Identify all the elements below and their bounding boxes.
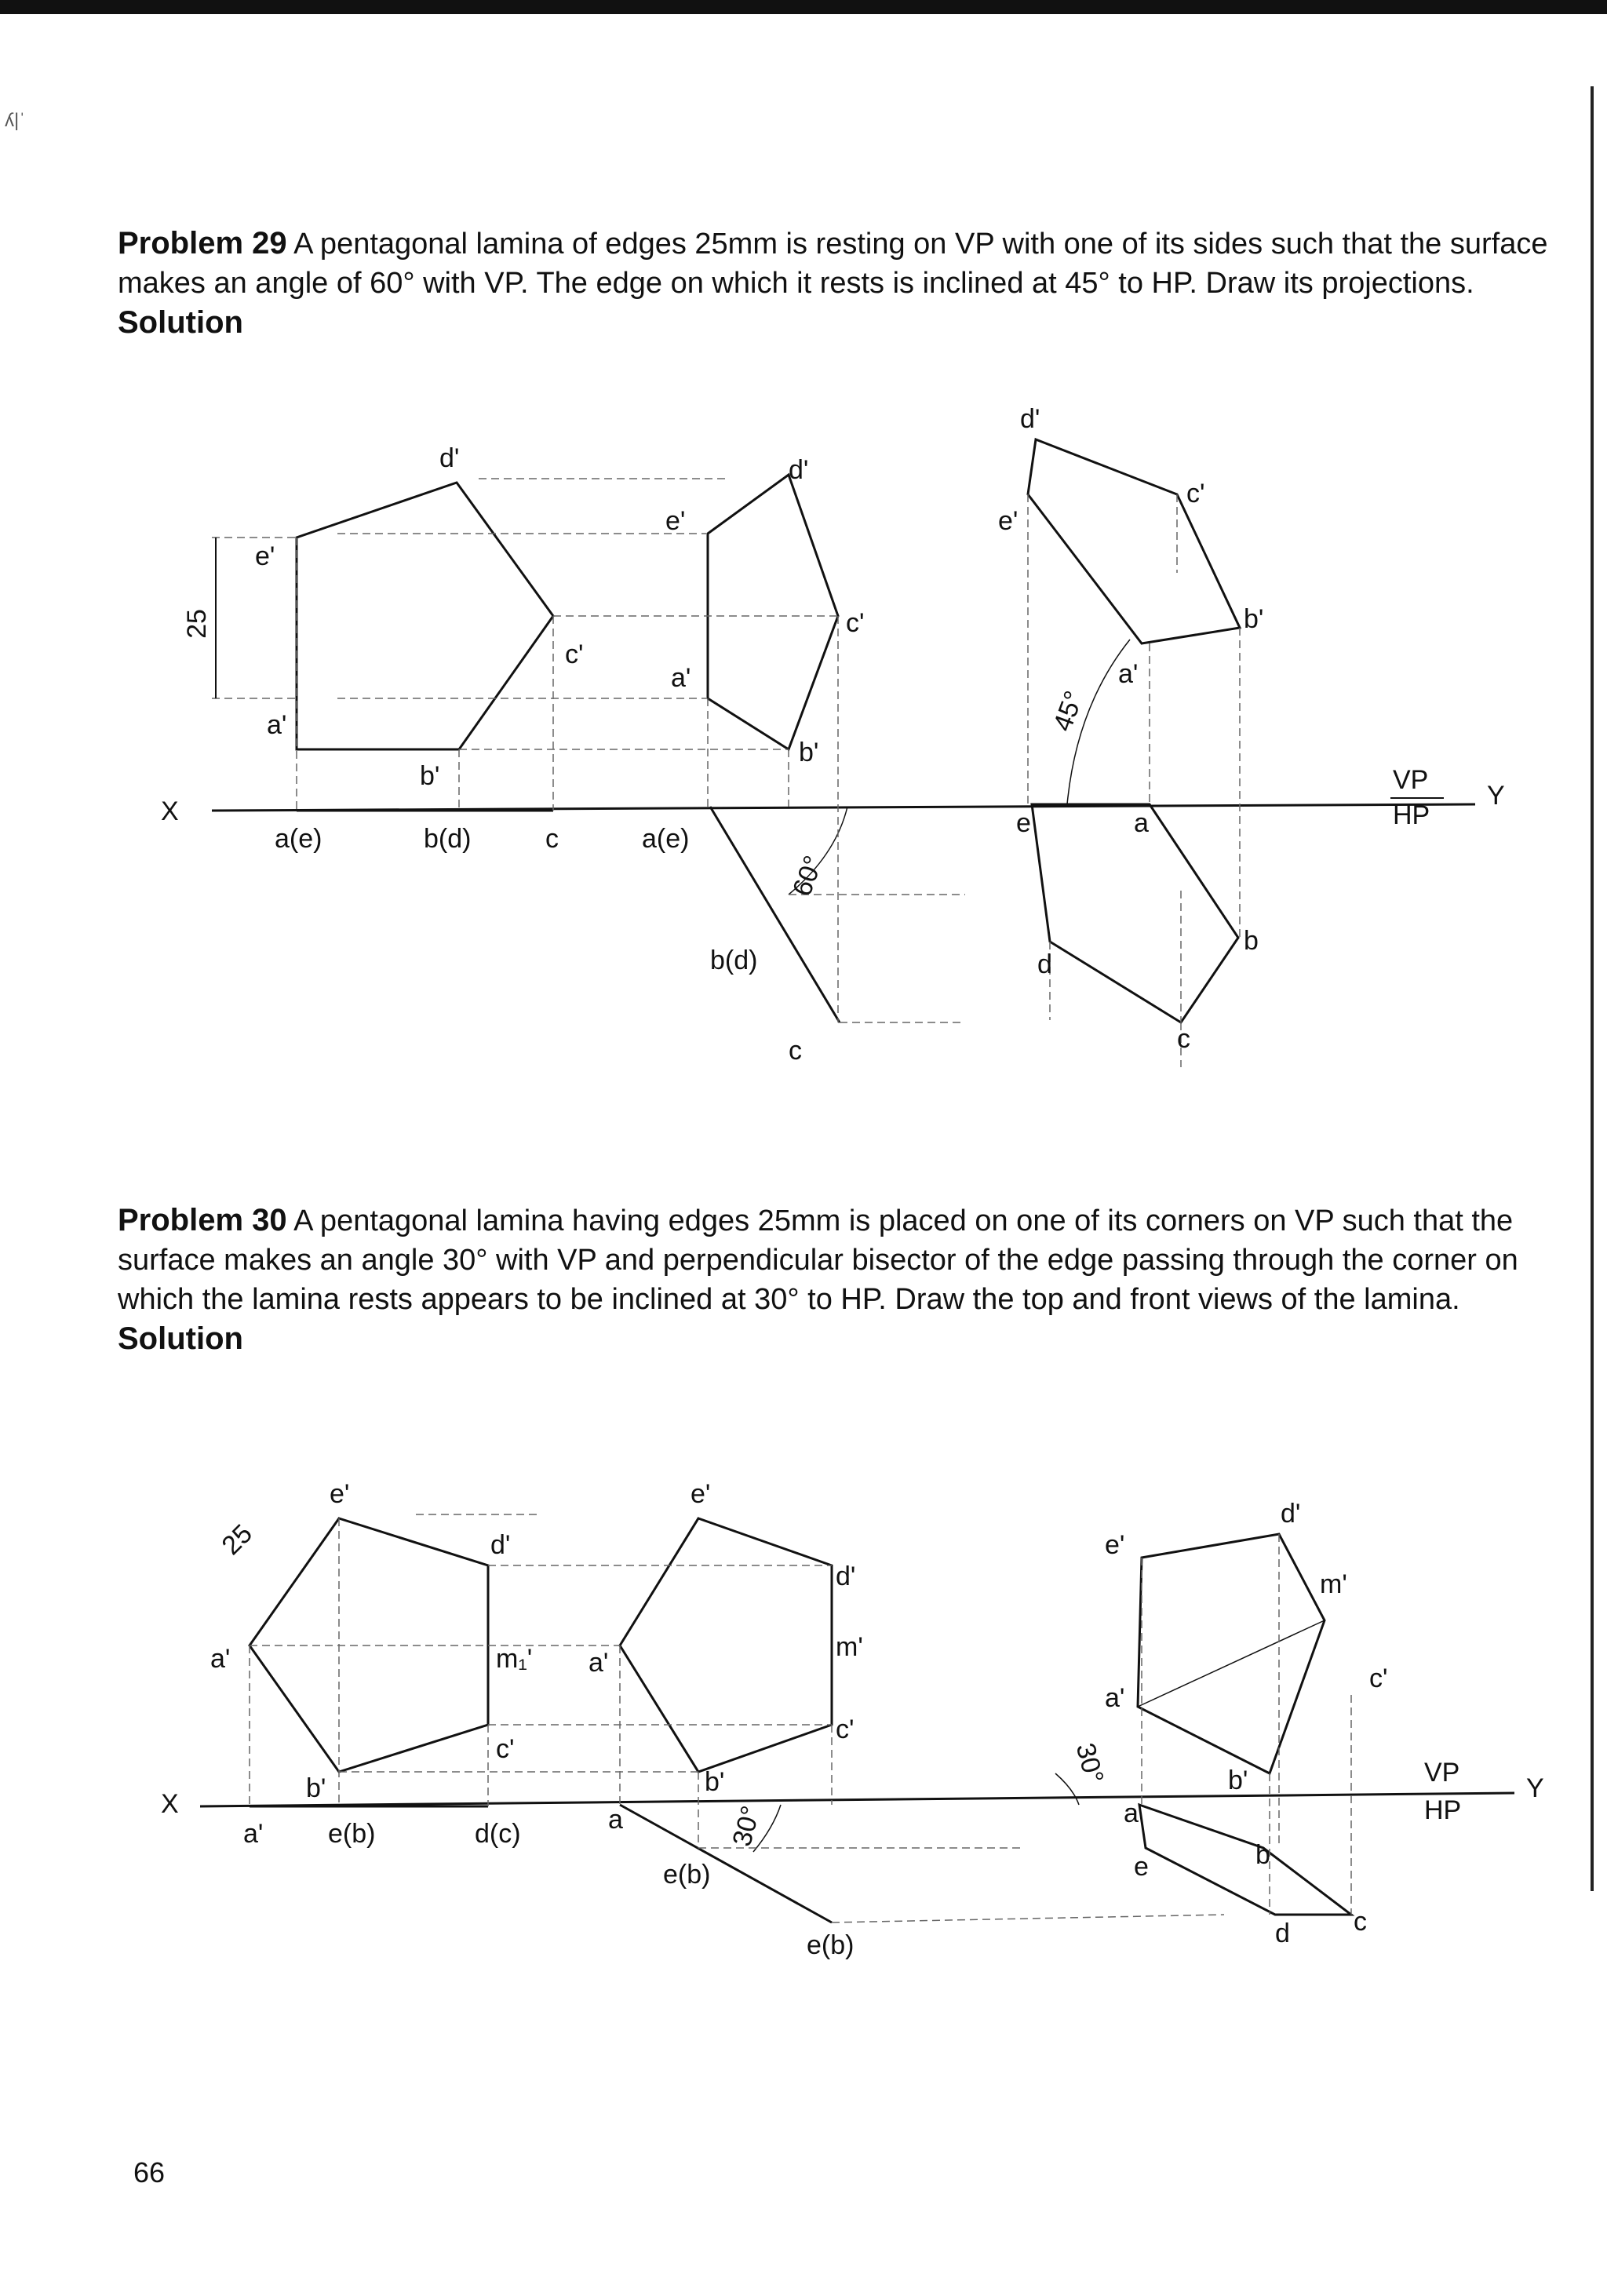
figure-29	[0, 377, 1607, 1118]
v3-label-c: c'	[1369, 1664, 1388, 1693]
top-view-2-edge	[710, 807, 840, 1022]
v3-label-d-top: d	[1037, 949, 1052, 979]
v1-label-a: a'	[267, 710, 287, 740]
v2-label-eb2: e(b)	[807, 1930, 855, 1960]
problem-29	[118, 224, 1569, 342]
v3-label-e: e'	[1105, 1530, 1125, 1560]
v3-label-d: d'	[1281, 1499, 1301, 1529]
v1-label-a: a'	[210, 1644, 231, 1674]
v1-label-d: d'	[439, 443, 460, 473]
v2-label-e: e'	[665, 506, 686, 536]
v1-label-dc: d(c)	[475, 1819, 521, 1849]
hp-label: HP	[1393, 800, 1430, 830]
v3-label-b: b'	[1244, 604, 1264, 634]
v2-label-d: d'	[836, 1562, 856, 1591]
v2-label-b: b'	[799, 738, 819, 767]
figure-29-drawing	[0, 377, 1607, 1114]
solution-heading: Solution	[118, 305, 243, 340]
v2-label-d: d'	[789, 455, 809, 485]
pentagon-front-view-2	[708, 475, 838, 749]
v3-label-a: a'	[1105, 1683, 1125, 1713]
v1-label-c-top: c	[545, 824, 559, 854]
v3-label-a-top: a	[1134, 808, 1149, 838]
v3-label-c: c'	[1186, 479, 1205, 508]
y-label: Y	[1487, 781, 1505, 811]
dim-25-label: 25	[216, 1518, 259, 1562]
pentagon-front-view-1	[297, 483, 553, 749]
solution-heading: Solution	[118, 1321, 243, 1356]
v1-label-e: e'	[255, 541, 275, 571]
angle-arc-30b	[1055, 1773, 1079, 1805]
problem-30	[118, 1201, 1569, 1358]
v2-label-m: m'	[836, 1632, 863, 1662]
v3-label-d-top: d	[1275, 1919, 1290, 1948]
v3-label-d: d'	[1020, 404, 1040, 434]
v2-label-c: c'	[846, 608, 865, 638]
v2-label-c: c'	[836, 1715, 855, 1744]
v1-label-c: c'	[496, 1734, 515, 1764]
y-label: Y	[1526, 1773, 1544, 1803]
v2-label-e: e'	[691, 1479, 711, 1509]
v3-label-e-top: e	[1016, 808, 1031, 838]
problem-number: Problem 30	[118, 1203, 287, 1237]
v3-label-b-top: b	[1244, 926, 1259, 956]
v2-label-ae: a(e)	[642, 824, 690, 854]
pentagon-top-view-3	[1139, 1805, 1351, 1915]
problem-text: A pentagonal lamina having edges 25mm is placed on one of its corners on VP such that the surface makes an angle 30° with VP and perpendicular bisector of the edge passing through the corner on which the lamina rests appears to be inclined at 30° to HP. Draw the top and front views of the lamina.	[118, 1204, 1518, 1316]
v2-label-eb1: e(b)	[663, 1860, 711, 1890]
v1-label-e: e'	[330, 1479, 350, 1509]
page-number: 66	[133, 2156, 166, 2188]
x-label: X	[161, 1789, 179, 1819]
vp-label: VP	[1424, 1758, 1460, 1788]
pentagon-front-view-3	[1028, 439, 1240, 643]
v2-label-a-top: a	[608, 1805, 623, 1835]
pentagon-front-view-3	[1138, 1534, 1325, 1773]
figure-30	[0, 1460, 1607, 2013]
margin-mark: ʎ|ˈ	[5, 110, 26, 131]
v3-label-e-top: e	[1134, 1852, 1149, 1882]
v2-label-c-top: c	[789, 1036, 802, 1066]
xy-line	[200, 1793, 1514, 1806]
x-label: X	[161, 796, 179, 826]
dim-25-label: 25	[182, 609, 212, 639]
v1-label-a-top: a'	[243, 1819, 264, 1849]
hp-label: HP	[1424, 1795, 1462, 1825]
v1-label-m: m₁'	[496, 1644, 533, 1674]
top-view-2-edge	[620, 1805, 832, 1922]
angle-60-label: 60°	[787, 851, 829, 900]
v1-label-bd: b(d)	[424, 824, 472, 854]
v3-label-c-top: c	[1177, 1024, 1190, 1054]
v1-label-d: d'	[490, 1530, 511, 1560]
v2-label-b: b'	[705, 1767, 725, 1797]
angle-30b-label: 30°	[1070, 1740, 1110, 1787]
v3-label-a-top: a	[1124, 1799, 1139, 1828]
v1-label-b: b'	[306, 1773, 326, 1803]
v2-label-bd: b(d)	[710, 946, 758, 975]
v3-label-a: a'	[1118, 659, 1139, 689]
v2-label-a: a'	[671, 663, 691, 693]
page-top-border	[0, 0, 1607, 14]
angle-30a-label: 30°	[727, 1802, 767, 1850]
v3-label-c-top: c	[1354, 1907, 1367, 1937]
v1-label-eb: e(b)	[328, 1819, 376, 1849]
v1-label-c: c'	[565, 640, 584, 669]
problem-text: A pentagonal lamina of edges 25mm is resting on VP with one of its sides such that the surface makes an angle of 60° with VP. The edge on which it rests is inclined at 45° to HP. Draw its projections.	[118, 228, 1548, 300]
v1-label-ae: a(e)	[275, 824, 322, 854]
v3-label-b: b'	[1228, 1766, 1248, 1795]
v3-label-m: m'	[1320, 1569, 1347, 1599]
angle-45-label: 45°	[1048, 687, 1090, 735]
figure-30-drawing	[0, 1460, 1607, 2009]
pentagon-front-view-2	[620, 1518, 832, 1772]
v3-label-e: e'	[998, 506, 1018, 536]
v3-label-b-top: b	[1255, 1840, 1270, 1870]
v1-label-b: b'	[420, 761, 440, 791]
problem-number: Problem 29	[118, 226, 287, 261]
bisector-line	[1138, 1620, 1325, 1707]
vp-label: VP	[1393, 765, 1429, 795]
v2-label-a: a'	[589, 1648, 609, 1678]
